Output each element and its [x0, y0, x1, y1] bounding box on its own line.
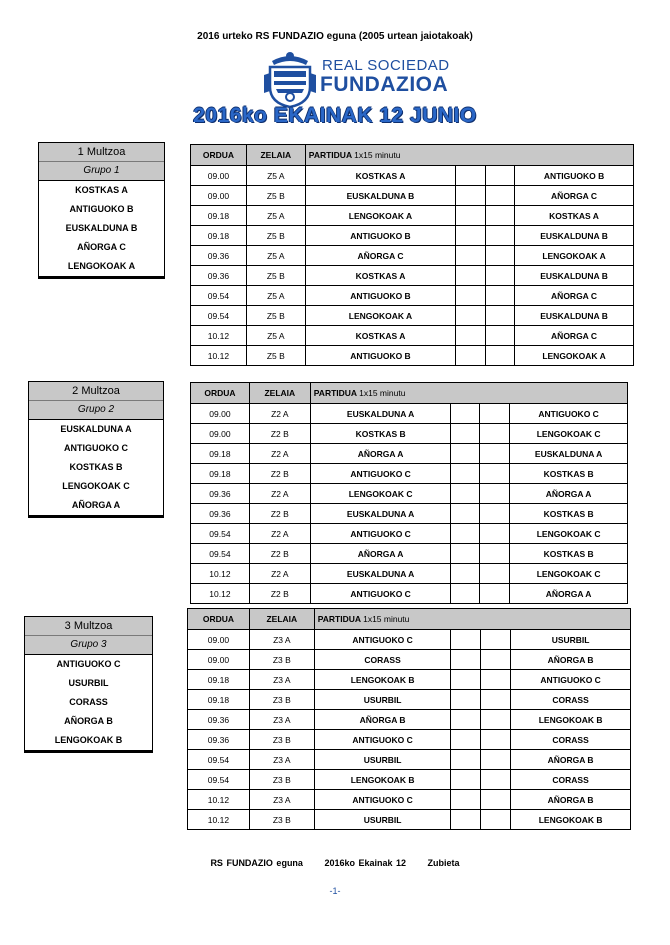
match-row	[188, 750, 631, 770]
match-time: 09.36	[191, 266, 247, 286]
match-field: Z2 A	[249, 444, 310, 464]
match-field: Z2 B	[249, 504, 310, 524]
match-row	[191, 584, 628, 604]
match-field: Z5 A	[246, 286, 305, 306]
match-away-team: USURBIL	[511, 630, 631, 650]
match-field: Z2 B	[249, 544, 310, 564]
logo-text-real-sociedad: REAL SOCIEDAD	[322, 57, 450, 74]
match-away-team: LENGOKOAK B	[511, 810, 631, 830]
match-away-team: LENGOKOAK A	[515, 246, 634, 266]
match-time: 09.54	[188, 750, 250, 770]
group-team-item: ANTIGUOKO C	[56, 659, 121, 669]
match-home-team: USURBIL	[314, 690, 451, 710]
match-time: 09.36	[191, 484, 250, 504]
match-away-team: EUSKALDUNA A	[510, 444, 628, 464]
away-score-cell	[485, 286, 514, 306]
match-row	[191, 504, 628, 524]
match-home-team: USURBIL	[314, 750, 451, 770]
match-row	[191, 266, 634, 286]
group-team-item: EUSKALDUNA A	[60, 424, 132, 434]
match-row	[188, 650, 631, 670]
match-field: Z5 B	[246, 186, 305, 206]
match-away-team: LENGOKOAK C	[510, 424, 628, 444]
match-away-team: KOSTKAS A	[515, 206, 634, 226]
match-row	[191, 564, 628, 584]
column-ordua: ORDUA	[191, 383, 250, 404]
away-score-cell	[485, 246, 514, 266]
away-score-cell	[481, 630, 511, 650]
group-subtitle: Grupo 3	[70, 639, 107, 650]
away-score-cell	[480, 424, 510, 444]
group-team-item: AÑORGA C	[77, 242, 126, 252]
match-field: Z3 B	[249, 730, 314, 750]
match-away-team: EUSKALDUNA B	[515, 306, 634, 326]
home-score-cell	[451, 670, 481, 690]
match-home-team: CORASS	[314, 650, 451, 670]
match-home-team: EUSKALDUNA A	[310, 404, 451, 424]
match-time: 09.54	[191, 544, 250, 564]
match-row	[191, 166, 634, 186]
match-home-team: EUSKALDUNA A	[310, 564, 451, 584]
home-score-cell	[451, 630, 481, 650]
document-title: 2016 urteko RS FUNDAZIO eguna (2005 urtean jaiotakoak)	[197, 31, 473, 42]
match-time: 09.00	[191, 404, 250, 424]
home-score-cell	[451, 690, 481, 710]
match-time: 10.12	[191, 346, 247, 366]
group-header	[29, 382, 163, 420]
match-away-team: KOSTKAS B	[510, 504, 628, 524]
match-field: Z5 B	[246, 306, 305, 326]
away-score-cell	[480, 444, 510, 464]
match-home-team: LENGOKOAK B	[314, 670, 451, 690]
group-3-schedule-table	[187, 608, 631, 830]
away-score-cell	[481, 690, 511, 710]
match-row	[191, 286, 634, 306]
match-time: 10.12	[188, 810, 250, 830]
home-score-cell	[451, 584, 480, 604]
away-score-cell	[480, 484, 510, 504]
match-row	[191, 226, 634, 246]
match-field: Z5 A	[246, 326, 305, 346]
match-field: Z3 B	[249, 810, 314, 830]
home-score-cell	[451, 750, 481, 770]
group-team-item: LENGOKOAK B	[25, 731, 152, 752]
match-time: 09.36	[188, 710, 250, 730]
match-row	[191, 326, 634, 346]
match-field: Z3 A	[249, 630, 314, 650]
match-away-team: AÑORGA B	[511, 650, 631, 670]
match-time: 09.54	[188, 770, 250, 790]
column-zelaia: ZELAIA	[249, 383, 310, 404]
match-time: 09.18	[188, 670, 250, 690]
group-team-item: ANTIGUOKO B	[69, 204, 134, 214]
match-row	[191, 424, 628, 444]
match-field: Z3 B	[249, 650, 314, 670]
footer-date: 2016ko Ekainak 12	[324, 858, 407, 868]
away-score-cell	[481, 790, 511, 810]
match-time: 09.54	[191, 524, 250, 544]
match-home-team: ANTIGUOKO B	[305, 286, 455, 306]
match-row	[188, 710, 631, 730]
match-row	[191, 484, 628, 504]
match-home-team: USURBIL	[314, 810, 451, 830]
match-away-team: AÑORGA B	[511, 750, 631, 770]
match-home-team: AÑORGA C	[305, 246, 455, 266]
match-away-team: ANTIGUOKO B	[515, 166, 634, 186]
column-partidua-label: PARTIDUA	[317, 614, 361, 624]
group-title: 2 Multzoa	[29, 382, 163, 401]
match-row	[191, 464, 628, 484]
away-score-cell	[485, 166, 514, 186]
match-away-team: AÑORGA C	[515, 186, 634, 206]
group-team-item: KOSTKAS B	[69, 462, 123, 472]
home-score-cell	[451, 504, 480, 524]
home-score-cell	[451, 790, 481, 810]
match-field: Z5 A	[246, 166, 305, 186]
match-field: Z3 B	[249, 690, 314, 710]
match-field: Z2 B	[249, 424, 310, 444]
match-row	[191, 246, 634, 266]
match-row	[191, 346, 634, 366]
match-field: Z5 B	[246, 346, 305, 366]
home-score-cell	[456, 286, 485, 306]
group-team-item: AÑORGA B	[64, 716, 113, 726]
match-row	[191, 444, 628, 464]
match-time: 10.12	[191, 584, 250, 604]
match-field: Z2 A	[249, 564, 310, 584]
match-home-team: ANTIGUOKO C	[310, 464, 451, 484]
home-score-cell	[451, 444, 480, 464]
home-score-cell	[456, 306, 485, 326]
group-team-item: EUSKALDUNA B	[65, 223, 138, 233]
away-score-cell	[481, 730, 511, 750]
column-ordua: ORDUA	[191, 145, 247, 166]
group-team-item: LENGOKOAK A	[39, 257, 164, 278]
home-score-cell	[456, 326, 485, 346]
match-time: 09.36	[191, 504, 250, 524]
match-field: Z3 B	[249, 770, 314, 790]
column-partidua	[314, 609, 630, 630]
match-home-team: ANTIGUOKO B	[305, 346, 455, 366]
match-time: 09.36	[191, 246, 247, 266]
match-home-team: ANTIGUOKO C	[310, 524, 451, 544]
match-time: 09.18	[191, 226, 247, 246]
home-score-cell	[456, 186, 485, 206]
away-score-cell	[481, 670, 511, 690]
column-ordua: ORDUA	[188, 609, 250, 630]
match-away-team: KOSTKAS B	[510, 464, 628, 484]
match-home-team: AÑORGA A	[310, 544, 451, 564]
match-away-team: AÑORGA C	[515, 326, 634, 346]
column-partidua	[305, 145, 633, 166]
match-away-team: AÑORGA B	[511, 790, 631, 810]
match-home-team: EUSKALDUNA A	[310, 504, 451, 524]
match-row	[188, 670, 631, 690]
column-partidua-label: PARTIDUA	[313, 388, 357, 398]
home-score-cell	[456, 226, 485, 246]
match-field: Z5 A	[246, 246, 305, 266]
home-score-cell	[451, 484, 480, 504]
away-score-cell	[485, 206, 514, 226]
home-score-cell	[451, 810, 481, 830]
match-field: Z2 B	[249, 584, 310, 604]
match-home-team: LENGOKOAK C	[310, 484, 451, 504]
logo-text-fundazioa: FUNDAZIOA	[320, 73, 449, 96]
crest-icon	[262, 47, 318, 109]
match-home-team: LENGOKOAK A	[305, 206, 455, 226]
footer-event: RS FUNDAZIO eguna	[210, 858, 303, 868]
match-row	[191, 404, 628, 424]
column-partidua-note: 1x15 minutu	[354, 150, 401, 160]
away-score-cell	[480, 584, 510, 604]
match-time: 10.12	[191, 326, 247, 346]
column-partidua-note: 1x15 minutu	[363, 614, 410, 624]
home-score-cell	[451, 424, 480, 444]
home-score-cell	[456, 346, 485, 366]
away-score-cell	[480, 464, 510, 484]
event-date-banner: 2016ko EKAINAK 12 JUNIO	[193, 104, 477, 127]
match-field: Z2 A	[249, 404, 310, 424]
home-score-cell	[456, 166, 485, 186]
group-subtitle: Grupo 2	[77, 404, 115, 415]
match-away-team: ANTIGUOKO C	[511, 670, 631, 690]
home-score-cell	[451, 564, 480, 584]
home-score-cell	[451, 770, 481, 790]
match-away-team: CORASS	[511, 690, 631, 710]
match-home-team: ANTIGUOKO B	[305, 226, 455, 246]
column-zelaia: ZELAIA	[249, 609, 314, 630]
home-score-cell	[456, 246, 485, 266]
match-home-team: LENGOKOAK A	[305, 306, 455, 326]
schedule-header-row	[191, 145, 634, 166]
match-row	[188, 790, 631, 810]
match-home-team: AÑORGA A	[310, 444, 451, 464]
match-row	[191, 524, 628, 544]
match-away-team: CORASS	[511, 770, 631, 790]
match-row	[191, 206, 634, 226]
home-score-cell	[451, 544, 480, 564]
match-field: Z3 A	[249, 790, 314, 810]
group-title: 1 Multzoa	[39, 143, 164, 162]
schedule-header-row	[191, 383, 628, 404]
away-score-cell	[485, 346, 514, 366]
away-score-cell	[480, 524, 510, 544]
match-row	[188, 630, 631, 650]
home-score-cell	[456, 206, 485, 226]
match-away-team: CORASS	[511, 730, 631, 750]
away-score-cell	[480, 404, 510, 424]
match-away-team: ANTIGUOKO C	[510, 404, 628, 424]
match-row	[188, 690, 631, 710]
match-time: 10.12	[188, 790, 250, 810]
match-field: Z3 A	[249, 710, 314, 730]
page-footer	[0, 858, 670, 868]
away-score-cell	[485, 306, 514, 326]
schedule-header-row	[188, 609, 631, 630]
match-field: Z5 A	[246, 206, 305, 226]
match-field: Z2 A	[249, 484, 310, 504]
group-team-item: LENGOKOAK C	[62, 481, 130, 491]
group-header	[39, 143, 164, 181]
away-score-cell	[481, 650, 511, 670]
match-away-team: AÑORGA A	[510, 484, 628, 504]
match-time: 09.18	[191, 464, 250, 484]
match-home-team: AÑORGA B	[314, 710, 451, 730]
match-field: Z5 B	[246, 266, 305, 286]
match-home-team: LENGOKOAK B	[314, 770, 451, 790]
group-1-box	[38, 142, 165, 279]
match-field: Z5 B	[246, 226, 305, 246]
footer-place: Zubieta	[427, 858, 460, 868]
match-field: Z3 A	[249, 750, 314, 770]
match-home-team: KOSTKAS A	[305, 166, 455, 186]
group-team-item: AÑORGA A	[29, 496, 163, 517]
away-score-cell	[485, 186, 514, 206]
match-time: 09.18	[188, 690, 250, 710]
match-away-team: KOSTKAS B	[510, 544, 628, 564]
match-time: 09.00	[191, 166, 247, 186]
match-time: 09.00	[188, 650, 250, 670]
group-2-box	[28, 381, 164, 518]
match-field: Z2 A	[249, 524, 310, 544]
away-score-cell	[481, 770, 511, 790]
group-1-schedule-table	[190, 144, 634, 366]
match-home-team: ANTIGUOKO C	[314, 790, 451, 810]
group-team-item: USURBIL	[68, 678, 109, 688]
match-time: 09.00	[191, 186, 247, 206]
group-header	[25, 617, 152, 655]
home-score-cell	[456, 266, 485, 286]
match-away-team: LENGOKOAK B	[511, 710, 631, 730]
column-partidua-note: 1x15 minutu	[359, 388, 406, 398]
match-home-team: EUSKALDUNA B	[305, 186, 455, 206]
match-field: Z2 B	[249, 464, 310, 484]
group-3-box	[24, 616, 153, 753]
away-score-cell	[485, 226, 514, 246]
match-away-team: LENGOKOAK C	[510, 564, 628, 584]
match-home-team: KOSTKAS B	[310, 424, 451, 444]
away-score-cell	[480, 504, 510, 524]
match-away-team: AÑORGA A	[510, 584, 628, 604]
column-partidua-label: PARTIDUA	[308, 150, 352, 160]
match-time: 09.00	[191, 424, 250, 444]
group-team-item: ANTIGUOKO C	[64, 443, 128, 453]
match-away-team: EUSKALDUNA B	[515, 226, 634, 246]
away-score-cell	[480, 544, 510, 564]
away-score-cell	[485, 266, 514, 286]
home-score-cell	[451, 524, 480, 544]
away-score-cell	[481, 750, 511, 770]
match-time: 09.18	[191, 444, 250, 464]
home-score-cell	[451, 650, 481, 670]
group-team-item: KOSTKAS A	[75, 185, 128, 195]
home-score-cell	[451, 710, 481, 730]
match-row	[188, 730, 631, 750]
group-title: 3 Multzoa	[25, 617, 152, 636]
column-zelaia: ZELAIA	[246, 145, 305, 166]
group-team-item: CORASS	[69, 697, 108, 707]
match-row	[191, 186, 634, 206]
away-score-cell	[481, 810, 511, 830]
match-time: 09.00	[188, 630, 250, 650]
match-time: 09.18	[191, 206, 247, 226]
home-score-cell	[451, 730, 481, 750]
away-score-cell	[481, 710, 511, 730]
real-sociedad-logo	[262, 47, 482, 109]
home-score-cell	[451, 464, 480, 484]
match-field: Z3 A	[249, 670, 314, 690]
match-away-team: EUSKALDUNA B	[515, 266, 634, 286]
match-home-team: ANTIGUOKO C	[314, 630, 451, 650]
match-row	[188, 770, 631, 790]
match-home-team: KOSTKAS A	[305, 266, 455, 286]
match-home-team: KOSTKAS A	[305, 326, 455, 346]
match-away-team: LENGOKOAK C	[510, 524, 628, 544]
match-home-team: ANTIGUOKO C	[310, 584, 451, 604]
match-time: 09.36	[188, 730, 250, 750]
match-time: 10.12	[191, 564, 250, 584]
away-score-cell	[480, 564, 510, 584]
match-time: 09.54	[191, 286, 247, 306]
home-score-cell	[451, 404, 480, 424]
group-subtitle: Grupo 1	[83, 165, 120, 176]
page-number: -1-	[329, 886, 341, 896]
match-row	[191, 544, 628, 564]
match-time: 09.54	[191, 306, 247, 326]
match-row	[191, 306, 634, 326]
match-away-team: LENGOKOAK A	[515, 346, 634, 366]
group-2-schedule-table	[190, 382, 628, 604]
match-row	[188, 810, 631, 830]
away-score-cell	[485, 326, 514, 346]
column-partidua	[310, 383, 627, 404]
match-away-team: AÑORGA C	[515, 286, 634, 306]
match-home-team: ANTIGUOKO C	[314, 730, 451, 750]
